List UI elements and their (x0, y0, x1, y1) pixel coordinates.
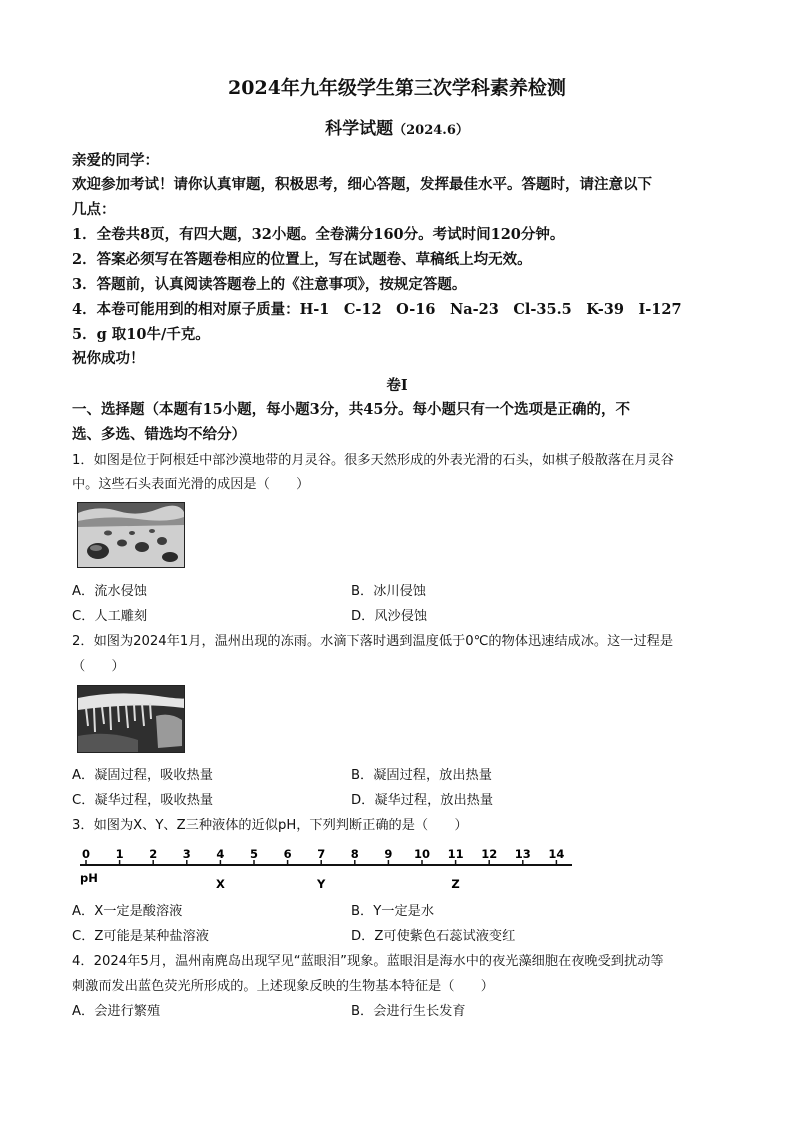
q2-option-b: B．凝固过程，放出热量 (351, 768, 492, 783)
q1-stem-line-2: 中。这些石头表面光滑的成因是（ ） (72, 477, 310, 492)
freezing-rain-photo (77, 685, 185, 753)
ph-tick-label-7: 7 (317, 847, 326, 861)
ph-tick-label-9: 9 (384, 847, 393, 861)
q3-option-a: A．X一定是酸溶液 (72, 904, 183, 919)
q4-stem-line-1: 4．2024年5月，温州南麂岛出现罕见“蓝眼泪”现象。蓝眼泪是海水中的夜光藻细胞在夜晚受到扰动等 (72, 954, 664, 969)
ph-axis-label: pH (80, 871, 98, 885)
ph-tick-label-2: 2 (149, 847, 158, 861)
exam-title: 2024年九年级学生第三次学科素养检测 (228, 77, 566, 99)
ph-tick-label-14: 14 (548, 847, 565, 861)
section-heading-line-2: 选、多选、错选均不给分） (72, 426, 246, 443)
instruction-item-5: 5．g 取10牛/千克。 (72, 326, 210, 343)
closing: 祝你成功！ (72, 350, 145, 367)
q2-stem-line-2: （ ） (72, 659, 125, 674)
q2-option-d: D．凝华过程，放出热量 (351, 793, 494, 808)
subtitle-text: 科学试题 (325, 119, 394, 139)
q3-stem-line-1: 3．如图为X、Y、Z三种液体的近似pH，下列判断正确的是（ ） (72, 818, 468, 833)
ph-tick-label-4: 4 (216, 847, 225, 861)
q2-stem-line-1: 2．如图为2024年1月，温州出现的冻雨。水滴下落时遇到温度低于0℃的物体迅速结成冰。这一过程是 (72, 634, 674, 649)
q3-option-c: C．Z可能是某种盐溶液 (72, 929, 209, 944)
ph-tick-label-8: 8 (350, 847, 359, 861)
ph-tick-label-5: 5 (249, 847, 259, 861)
section-heading-line-1: 一、选择题（本题有15小题，每小题3分，共45分。每小题只有一个选项是正确的，不 (72, 401, 630, 418)
q3-option-b: B．Y一定是水 (351, 904, 435, 919)
exam-subtitle (0, 114, 794, 139)
q1-option-a: A．流水侵蚀 (72, 584, 147, 599)
subtitle-date: （2024.6） (393, 123, 469, 138)
ph-marker-x: X (215, 877, 225, 891)
q1-option-d: D．风沙侵蚀 (351, 609, 428, 624)
ph-tick-label-6: 6 (283, 847, 292, 861)
ph-scale-svg (78, 848, 578, 896)
instruction-item-1: 1．全卷共8页，有四大题，32小题。全卷满分160分。考试时间120分钟。 (72, 226, 565, 243)
welcome-line-2: 几点： (72, 201, 116, 218)
q2-option-a: A．凝固过程，吸收热量 (72, 768, 213, 783)
ph-tick-label-0: 0 (81, 847, 91, 861)
ph-scale-figure (78, 848, 578, 896)
ph-marker-z: Z (451, 877, 460, 891)
q4-stem-line-2: 刺激而发出蓝色荧光所形成的。上述现象反映的生物基本特征是（ ） (72, 979, 494, 994)
instruction-item-3: 3．答题前，认真阅读答题卷上的《注意事项》，按规定答题。 (72, 276, 467, 293)
section-label: 卷Ⅰ (386, 377, 408, 394)
instruction-item-4: 4．本卷可能用到的相对原子质量：H-1 C-12 O-16 Na-23 Cl-35.5 K-39 I-127 (72, 301, 682, 318)
q1-option-c: C．人工雕刻 (72, 609, 148, 624)
welcome-line-1: 欢迎参加考试！请你认真审题，积极思考，细心答题，发挥最佳水平。答题时，请注意以下 (72, 176, 652, 193)
q1-option-b: B．冰川侵蚀 (351, 584, 426, 599)
ph-tick-label-11: 11 (447, 847, 464, 861)
q2-option-c: C．凝华过程，吸收热量 (72, 793, 214, 808)
greeting: 亲爱的同学： (72, 152, 159, 169)
q3-option-d: D．Z可使紫色石蕊试液变红 (351, 929, 516, 944)
q4-option-b: B．会进行生长发育 (351, 1004, 466, 1019)
ph-tick-label-1: 1 (115, 847, 124, 861)
instruction-item-2: 2．答案必须写在答题卷相应的位置上，写在试题卷、草稿纸上均无效。 (72, 251, 532, 268)
ph-tick-label-3: 3 (182, 847, 191, 861)
moon-valley-photo (77, 502, 185, 568)
q1-stem-line-1: 1．如图是位于阿根廷中部沙漠地带的月灵谷。很多天然形成的外表光滑的石头，如棋子般散落在月灵谷 (72, 453, 674, 468)
q4-option-a: A．会进行繁殖 (72, 1004, 161, 1019)
ph-tick-label-10: 10 (413, 847, 431, 861)
ph-tick-label-12: 12 (481, 847, 498, 861)
ph-tick-label-13: 13 (514, 847, 531, 861)
ph-marker-y: Y (317, 877, 326, 891)
